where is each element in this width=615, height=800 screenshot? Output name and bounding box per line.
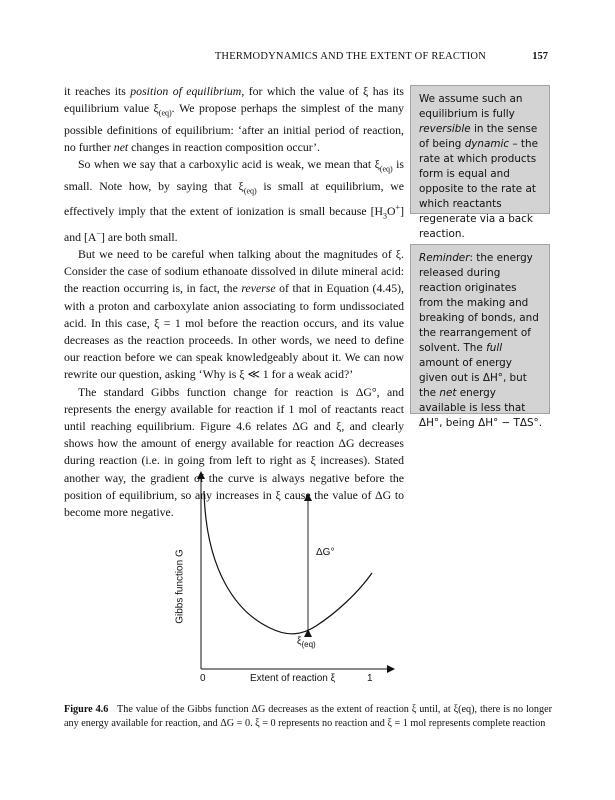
text-span: But we need to be careful when talking about the magnitudes of ξ. Consider the case of sodium ethanoate dissolved in dilute mineral acid: the reaction occurring is, in fact, the — [64, 246, 404, 296]
text-span: is small at equilibrium, we effectively imply that the extent of ionization is small because [H — [64, 178, 404, 219]
text-span: of that in Equation (4.45), with a proton and carboxylate anion associating to form undissociated acid. In this case, ξ = 1 mol before the reaction occurs, and its value decreases as the reaction proceeds. In other words, we need to define our reaction before we can speak knowledgeably about it. We can now rewrite our question, asking ‘Why is ξ ≪ 1 for a weak acid?’ — [64, 281, 405, 382]
sidenote-reminder — [410, 244, 550, 429]
xi-eq-subscript: (eq) — [301, 640, 316, 649]
text-span: is small. Note how, by saying that ξ — [64, 157, 404, 193]
paragraph-1 — [64, 83, 404, 156]
superscript: + — [395, 203, 401, 213]
caption-label: Figure 4.6 — [64, 704, 109, 715]
y-axis-label: Gibbs function G — [174, 549, 186, 624]
main-text-column — [64, 83, 404, 521]
text-span: ] and [A — [64, 204, 404, 244]
subscript: (eq) — [379, 164, 393, 174]
italic-term: reversible — [419, 123, 471, 135]
italic-term: position of equilibrium — [130, 84, 242, 98]
text-span: amount of energy given out is ΔH°, but the — [419, 357, 527, 399]
text-span: We assume such an equilibrium is fully — [419, 93, 523, 120]
text-span: energy available is less that ΔH°, being ΔH° − TΔS°. — [419, 387, 543, 429]
figure-gibbs-curve — [160, 463, 400, 693]
subscript: (eq) — [158, 108, 172, 118]
sidenote-equilibrium — [410, 85, 550, 240]
figure-svg — [160, 463, 400, 693]
superscript: − — [96, 228, 101, 238]
subscript: 3 — [383, 211, 388, 221]
x-tick-1: 1 — [367, 673, 373, 684]
text-span: ] are both small. — [100, 229, 178, 244]
x-axis-label: Extent of reaction ξ — [250, 673, 336, 684]
subscript: (eq) — [243, 186, 257, 196]
page-number: 157 — [532, 51, 548, 62]
text-span: . We propose perhaps the simplest of the many possible definitions of equilibrium: ‘after an initial period of reaction, no further — [64, 101, 404, 154]
paragraph-3 — [64, 246, 404, 384]
xi-eq-label — [297, 636, 316, 649]
text-span: – the rate at which products form is equal and opposite to the rate at which reactants regenerate via a back reaction. — [419, 138, 538, 240]
caption-text: The value of the Gibbs function ΔG decreases as the extent of reaction ξ until, at ξ(eq), there is no longer any energy available for reaction, and ΔG = 0. ξ = 0 represents no reaction and ξ = 1 mol represents complete reaction — [64, 704, 552, 730]
italic-term: net — [439, 387, 457, 399]
italic-term: dynamic — [464, 138, 510, 150]
x-tick-0: 0 — [200, 673, 206, 684]
text-span: : the energy released during reaction originates from the making and breaking of bonds, and the rearrangement of solvent. The — [419, 252, 539, 354]
delta-g-label: ΔG° — [316, 547, 335, 558]
figure-caption — [64, 703, 552, 732]
italic-term: net — [113, 139, 129, 154]
text-span: , for which the value of ξ has its equilibrium value ξ — [64, 84, 404, 116]
running-title: THERMODYNAMICS AND THE EXTENT OF REACTION — [214, 51, 486, 62]
page-header — [66, 51, 556, 67]
paragraph-2 — [64, 156, 404, 246]
paragraph-4: The standard Gibbs function change for reaction is ΔG°, and represents the energy available for reaction if 1 mol of reactants react until reaching equilibrium. Figure 4.6 relates ΔG and ξ, and clearly shows how the amount of energy available for reaction ΔG decreases during reaction (i.e. in going from left to right as ξ increases). Stated another way, the gradient of the curve is always negative before the position of equilibrium, so any increases in ξ cause the value of ΔG to become more negative. — [64, 384, 404, 519]
xi-symbol: ξ — [297, 636, 302, 647]
text-span: So when we say that a carboxylic acid is weak, we mean that ξ — [78, 157, 380, 172]
text-span: in the sense of being — [419, 123, 538, 150]
italic-term: full — [486, 342, 503, 354]
italic-term: reverse — [241, 281, 276, 296]
text-span: O — [387, 204, 396, 219]
italic-term: Reminder — [419, 252, 470, 264]
text-span: changes in reaction composition occur’. — [128, 139, 320, 154]
gibbs-curve — [204, 491, 372, 634]
text-span: it reaches its — [64, 84, 131, 98]
